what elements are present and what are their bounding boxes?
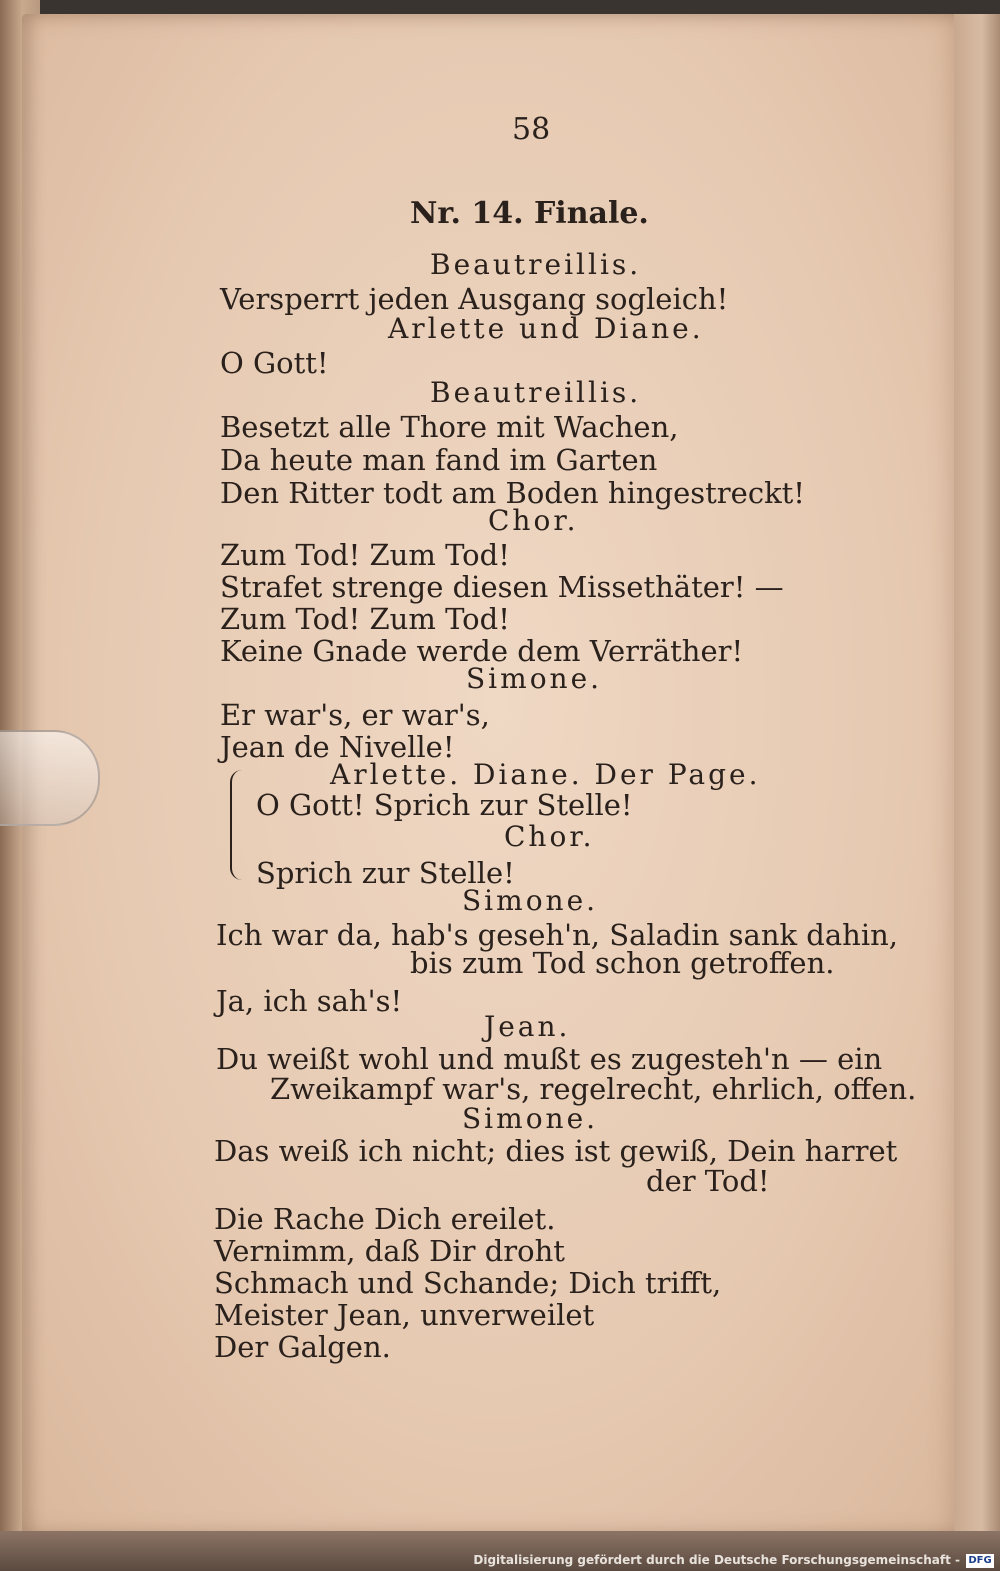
verse-line: Keine Gnade werde dem Verräther! xyxy=(220,634,744,668)
section-heading: Nr. 14. Finale. xyxy=(410,196,649,231)
verse-line: bis zum Tod schon getroffen. xyxy=(410,946,835,980)
dfg-logo: DFG xyxy=(966,1554,994,1568)
ensemble-brace xyxy=(230,770,250,880)
verse-line: Sprich zur Stelle! xyxy=(256,856,515,890)
speaker-label: Arlette und Diane. xyxy=(388,312,704,345)
verse-line: O Gott! Sprich zur Stelle! xyxy=(256,788,633,822)
speaker-label: Jean. xyxy=(484,1010,571,1043)
verse-line: O Gott! xyxy=(220,346,329,380)
verse-line: Vernimm, daß Dir droht xyxy=(214,1234,565,1268)
verse-line: Strafet strenge diesen Missethäter! — xyxy=(220,570,784,604)
verse-line: Besetzt alle Thore mit Wachen, xyxy=(220,410,679,444)
verse-line: Ja, ich sah's! xyxy=(216,984,403,1018)
speaker-label: Beautreillis. xyxy=(430,376,642,409)
verse-line: Du weißt wohl und mußt es zugesteh'n — ein xyxy=(216,1042,883,1076)
verse-line: Der Galgen. xyxy=(214,1330,391,1364)
verse-line: Ich war da, hab's geseh'n, Saladin sank dahin, xyxy=(216,918,899,952)
digitization-credit: Digitalisierung gefördert durch die Deutsche Forschungsgemeinschaft - xyxy=(473,1553,960,1567)
verse-line: Meister Jean, unverweilet xyxy=(214,1298,595,1332)
verse-line: Er war's, er war's, xyxy=(220,698,490,732)
verse-line: Schmach und Schande; Dich trifft, xyxy=(214,1266,722,1300)
speaker-label: Simone. xyxy=(462,884,599,917)
speaker-label: Chor. xyxy=(504,820,595,853)
speaker-label: Simone. xyxy=(466,662,603,695)
verse-line: Die Rache Dich ereilet. xyxy=(214,1202,556,1236)
speaker-label: Chor. xyxy=(488,504,579,537)
verse-line: Versperrt jeden Ausgang sogleich! xyxy=(220,282,729,316)
page-number: 58 xyxy=(512,112,551,147)
verse-line: Da heute man fand im Garten xyxy=(220,443,658,477)
speaker-label: Arlette. Diane. Der Page. xyxy=(330,758,761,791)
verse-line: Zum Tod! Zum Tod! xyxy=(220,602,510,636)
speaker-label: Simone. xyxy=(462,1102,599,1135)
verse-line: Zum Tod! Zum Tod! xyxy=(220,538,510,572)
speaker-label: Beautreillis. xyxy=(430,248,642,281)
verse-line: Jean de Nivelle! xyxy=(220,730,455,764)
verse-line: Das weiß ich nicht; dies ist gewiß, Dein harret xyxy=(214,1134,898,1168)
verse-line: Zweikampf war's, regelrecht, ehrlich, offen. xyxy=(270,1072,917,1106)
verse-line: der Tod! xyxy=(646,1164,770,1198)
verse-line: Den Ritter todt am Boden hingestreckt! xyxy=(220,476,805,510)
